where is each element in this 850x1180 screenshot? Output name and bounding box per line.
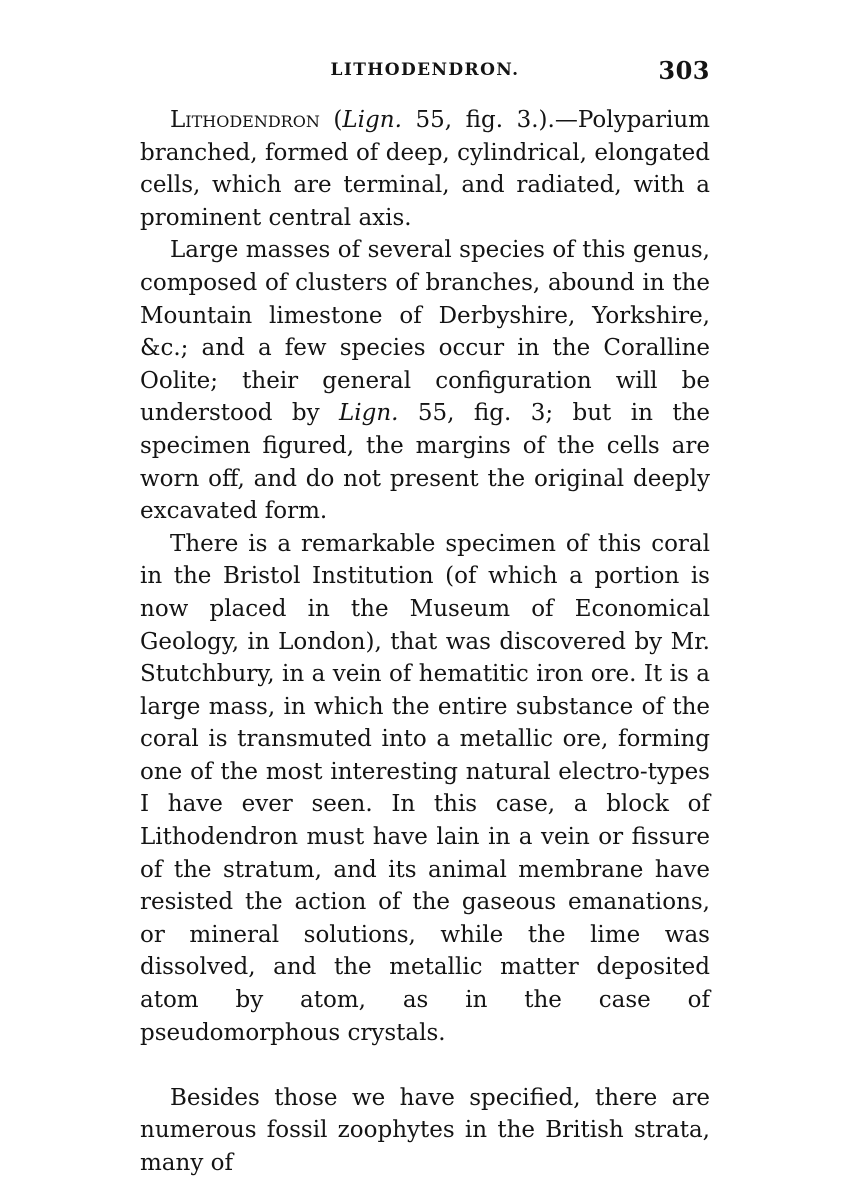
paragraph-text: 55, fig. 3; but in the specimen figured, the margins of the cells are worn off, and do not present the original deeply excavated form. <box>140 400 710 525</box>
paragraph-text: There is a remarkable specimen of this coral in the Bristol Institution (of which a portion is now placed in the Museum of Economical Geology, in London), that was discovered by Mr. Stutchbury, in a vein of hematitic iron ore. It is a large mass, in which the entire substance of the coral is transmuted into a metallic ore, forming one of the most interesting natural electro-types I have ever seen. In this case, a block of Lithodendron must have lain in a vein or fissure of the stratum, and its animal membrane have resisted the action of the gaseous emanations, or mineral solutions, while the lime was dissolved, and the metallic matter deposited atom by atom, as in the case of pseudomorphous crystals. <box>140 530 710 1046</box>
definition-text: —Polyparium branched, formed of deep, cylindrical, elongated cells, which are terminal, and radiated, with a prominent central axis. <box>140 107 710 231</box>
running-title: LITHODENDRON. <box>330 60 520 80</box>
paragraph-besides <box>140 1082 710 1180</box>
genus-name: Lithodendron <box>170 107 320 133</box>
paragraph-species-masses <box>140 234 710 527</box>
running-head <box>140 56 710 90</box>
figure-reference: Lign. <box>342 107 402 133</box>
paragraph-text: Besides those we have specified, there are numerous fossil zoophytes in the British strata, many of <box>140 1084 710 1176</box>
page-number: 303 <box>658 56 710 85</box>
reference-open: ( <box>319 107 343 133</box>
body-text <box>140 104 710 1180</box>
paragraph-lithodendron-definition <box>140 104 710 234</box>
paragraph-text: Large masses of several species of this genus, composed of clusters of branches, abound in the Mountain limestone of Derbyshire, Yorkshire, &c.; and a few species occur in the Coralline Oolite; their general configuration will be understood by <box>140 237 710 427</box>
paragraph-bristol-specimen <box>140 528 710 1050</box>
figure-reference: Lign. <box>339 400 399 427</box>
reference-rest: 55, fig. 3.). <box>401 107 555 133</box>
